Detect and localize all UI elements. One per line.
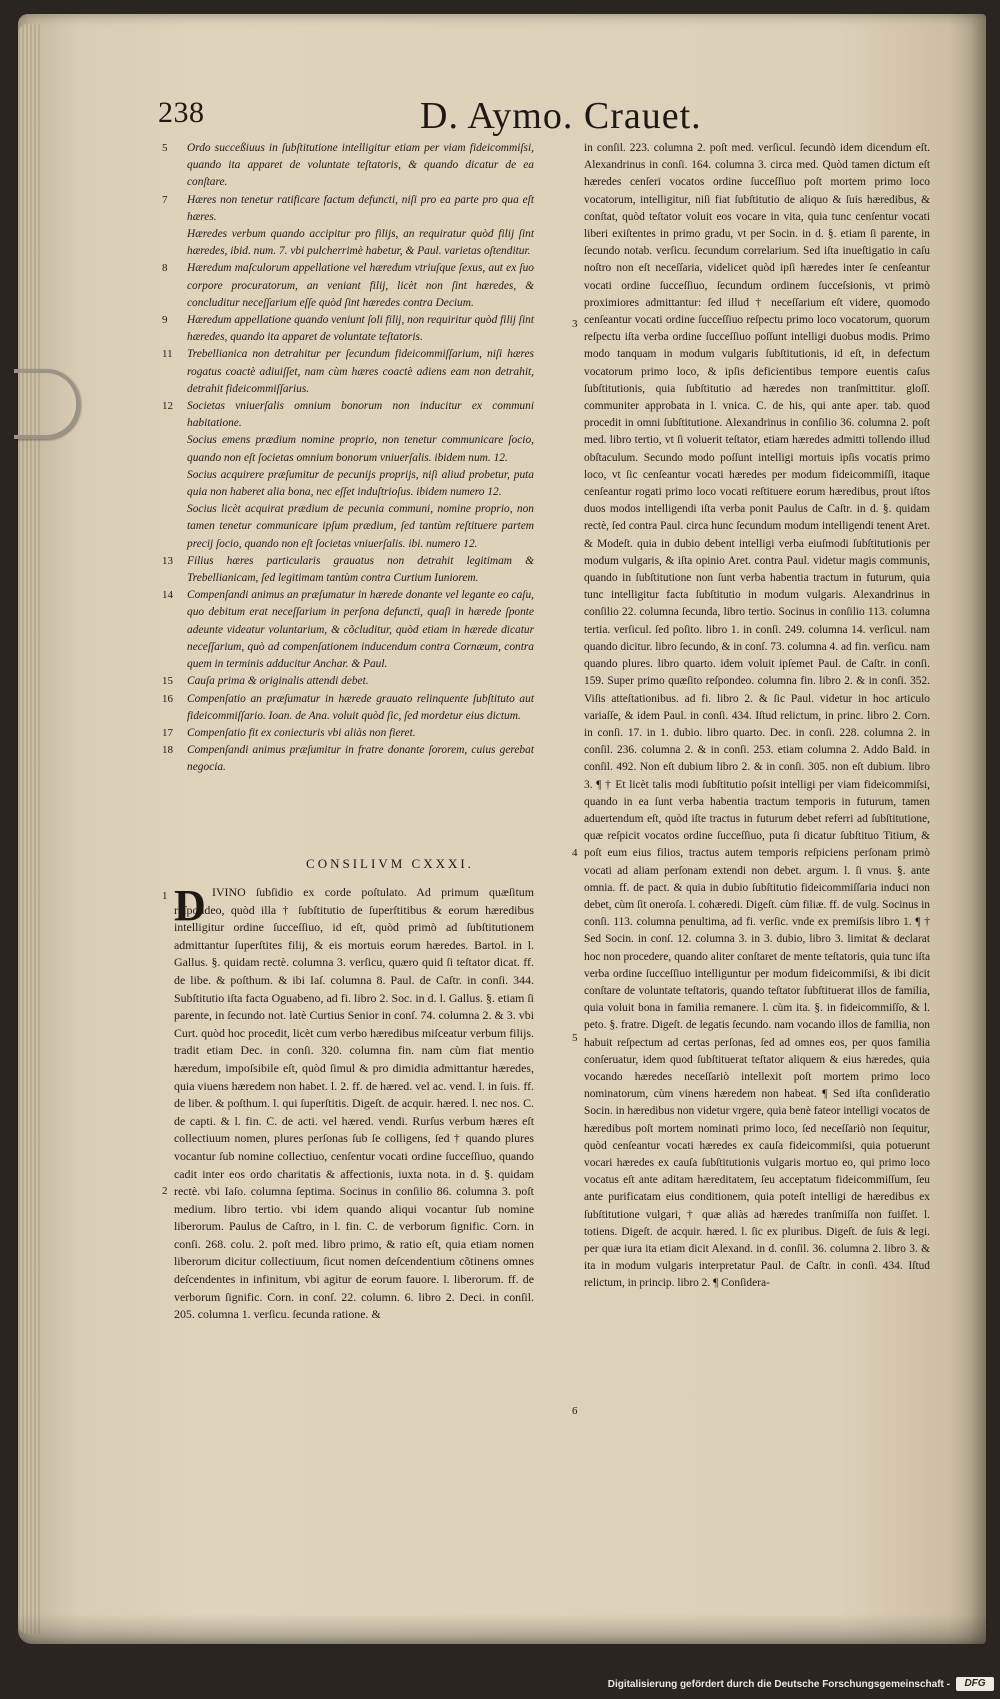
- summary-item-text: Hæredum maſculorum appellatione vel hæredum vtriuſque ſexus, aut ex ſuo corpore procuratorum, an veniant filij, licèt non ſint hæredes, & concluditur neceſſarium eſſe quòd ſint hæredes contra Decium.: [187, 262, 534, 309]
- margin-number: 3: [572, 318, 578, 330]
- summary-item: [162, 312, 534, 346]
- summary-item-number: 17: [162, 726, 173, 739]
- summary-item-number: 13: [162, 554, 173, 567]
- body-paragraph-right: in conſil. 223. columna 2. poſt med. verſicul. ſecundò idem dicendum eſt. Alexandrinus in conſi. 164. columna 3. circa med. Quòd tamen dictum eſt hæredes cenſeri vocatos ordine ſucceſſiuo poſt mortem primo loco vocatorum, intelligitur, niſi fiat ſubſtitutio de aliquo & ſuis hæredibus, & conſtat, quòd teſtator voluit eos vocare in vita, quia tunc cenſentur vocati liberi exiſtentes in primo gradu, vt per Socin. in d. §. etiam ſi parente, in ſecundo notab. verſicu. ſecundum correlarium. Sed iſta inueſtigatio in caſu noſtro non eſt neceſſaria, videlicet quòd ipſi hæredes inter ſe cenſeantur vocati ordine ſucceſſiuo, ſecundum ordinem ſucceſsionis, vt primò proximiores admittantur: ſed illud † neceſſarium eſt videre, quomodo cenſeantur vocati ordine ſucceſſiuo reſpectu primo loco vocatorum, quorum reſpectu iſta verba ordine ſucceſſiuo poſſunt intelligi duobus modis. Primo modo tanquam in modum vulgaris ſubſtitutionis, id eſt, in defectum vocatorum primo loco, & ipſis deficientibus tempore euentis caſus ſubſtitutionis, quia ſubſtitutio ad hæredes non tranſmittitur. gloſſ. communiter approbata in l. vnica. C. de his, qui ante aper. tab. quod procedit in omni ſubſtitutione. Alexandrinus in conſilio 36. columna 2. poſt med. libro tertio, vt ſi voluerit teſtator, etiam hæredes admitti tollendo illud obſtaculum. Secundo modo poſſunt intelligi mortuis ipſis vocatis primo loco, vt ſic cenſeantur vocati hæredes per modum fideicommiſſi, itaque cenſeantur rogati primo loco vocati reſtituere eorum hæredibus, prout iſtos duos modos intelligendi iſta verba ponit Paulus de Caſtr. in d. §. quidam rectè, ſed contra Paul. circa hunc ſecundum modum intelligendi tenent Aret. & Modeſt. quia in dubio debent intelligi verba eiuſmodi ſubſtitutionis per modum vulgaris, & iſta opinio Aret. contra Paul. videtur magis communis, quando in ſubſtitutione non ſunt verba habentia tractum in futurum, quia tunc intelligitur facta ſubſtitutio in modum vulgaris. Alexandrinus in conſilio 22. columna ſecunda, libro tertio. Socinus in conſilio 113. columna tertia. verſicul. ſed poſito. libro 1. in conſi. 249. columna 14. verſicul. nam quando dicitur. libro ſecundo, & in conſ. 73. columna 4. ad fin. verſicu. nam quando plures. libro quarto. idem voluit ipſemet Paul. de Caſtr. in conſi. 159. Super primo quæſito reſpondeo. columna fin. libro 2. & in conſi. 352. Viſis atteſtationibus. ad fi. libro 2. & ſic Paul. videtur in hoc articulo variaſſe, & idem Paul. in conſi. 434. Iſtud relictum, in princ. libro 2. Corn. in conſi. 17. in 1. dubio. libro quarto. Dec. in conſi. 228. columna 2. in conſil. 236. columna 2. & in conſi. 253. etiam columna 2. Addo Bald. in conſil. 492. Non eſt dubium libro 2. & in conſi. 305. non eſt dubium. libro 3. ¶ † Et licèt talis modi ſubſtitutio poſsit intelligi per viam fideicommiſsi, quando in ea ſunt verba habentia tractum temporis in futurum, tamen aduertendum eſt, quòd iſte tractus in futurum debet referri ad ſubſtitutione, quæ reſpicit vocatos ordine ſucceſſiuo, puta ſi dicatur ſubſtituo Titium, & poſt eum eius filios, tractus autem temporis reſpiciens perſonam primò vocati ad aliam perſonam extendi non debet. argum. l. ſi vnus. §. ante omnia. ff. de pact. & quia in dubio ſubſtitutio fideicommiſſaria induci non debet, cùm ſit oneroſa. l. cohæredi. Digeſt. cùm filiæ. ff. de vulg. Socinus in conſi. 113. columna penultima, ad fi. verſic. vnde ex premiſsis libro 1. ¶ † Sed Socin. in conſ. 12. columna 3. in 3. dubio, libro 3. limitat & declarat hoc non procedere, quando aliter conſtaret de mente teſtatoris, quia tunc iſta verba ordine ſucceſſiuo intelliguntur per modum fideicommiſsi, & ibi dicit conſtare de voluntate teſtatoris, quando teſtator ſubſtituerat illos de familia, quia voluit bona in familia remanere. l. cùm ita. §. in fideicommiſſo, & l. peto. §. fratre. Digeſt. de legatis ſecundo. nam vocando illos de familia, non habuit reſpectum ad certas perſonas, ſed ad omnes eos, per quos familia conſeruatur, idem quod ſubſtituerat teſtator aliquem & eius hæredes, quia vocando hæredes neceſſariò intellexit poſt mortem primo loco nominatorum, cùm vinens hæredem non habeat. ¶ Sed iſta conſideratio Socin. in hæredibus non videtur vrgere, quia benè fateor intelligi vocatos de hæredibus poſt mortem nominati primo loco, ſed neceſſariò non ſequitur, quòd cenſeantur vocati hæredes ex cauſa fideicommiſsi, quia potuerunt vocari hæredes ex cauſa ſubſtitutionis vulgaris mortuo eo, qui primo loco vocatus eſt ante aditam hæreditatem, ſeu acceptatum fideicommiſſum, ſeu ante purificatam eius conditionem, quia poteſt intelligi de hæredibus ex ſubſtitutione vulgari, † quæ aliàs ad hæredes tranſmiſſa non fuiſſet. l. totiens. Digeſt. de acquir. hæred. l. ſic ex pluribus. Digeſt. de ſuis & legi. per quæ iura ita etiam dicit Alexand. in d. conſil. 36. columna 2. libro 3. & ita in modum vulgaris interpretatur Paul. de Caſtr. in conſi. 434. Iſtud relictum, in princip. libro 2. ¶ Conſidera-: [584, 142, 930, 1290]
- margin-number: 2: [162, 1185, 168, 1197]
- summary-item: [162, 432, 534, 466]
- summary-item: [162, 260, 534, 312]
- summary-item-number: 11: [162, 348, 173, 361]
- dfg-logo: DFG: [956, 1677, 994, 1691]
- summary-item-text: Socius licèt acquirat prædium de pecunia communi, nomine proprio, non tamen tenetur communicare ipſum prædium, ſed tantùm reſtituere partem precij ſocio, quando non eſt ſocietas vniuerſalis. ibi. numero 12.: [187, 503, 534, 550]
- body-text-right-column: [584, 140, 930, 1293]
- summary-item: [162, 226, 534, 260]
- summary-item-text: Compenſatio fit ex coniecturis vbi aliàs non fieret.: [187, 726, 416, 739]
- summary-item-number: 9: [162, 314, 168, 327]
- summary-item: [162, 192, 534, 226]
- summary-item-text: Compenſandi animus præſumitur in fratre donante ſororem, cuius gerebat negocia.: [187, 744, 534, 774]
- summary-item: [162, 725, 534, 742]
- summary-item-text: Filius hæres particularis grauatus non detrahit legitimam & Trebellianicam, ſed legitimam tantùm contra Curtium Iuniorem.: [187, 554, 534, 585]
- summary-item: [162, 742, 534, 776]
- margin-number: 5: [572, 1032, 578, 1044]
- summary-item-text: Socius emens prædium nomine proprio, non tenetur communicare ſocio, quando non eſt ſocietas omnium bonorum vniuerſalis. ibidem num. 12.: [187, 434, 534, 464]
- page-edge: [18, 24, 40, 1634]
- summary-item: [162, 467, 534, 501]
- summary-item: [162, 501, 534, 553]
- bookmark-ribbon: [14, 369, 80, 439]
- summary-item-text: Compenſandi animus an præſumatur in hærede donante vel legante eo caſu, quo debitum erat neceſſarium in perſona defuncti, quaſi in hærede ſponte adeunte videatur voluntarium, & cõcluditur, quòd etiam in hærede dicatur neceſſarium, quò ad compenſationem inducendum contra Cornæum, contra quem in terminis adducitur Anchar. & Paul.: [187, 589, 534, 671]
- summary-item-number: 16: [162, 692, 173, 705]
- consilium-title: CONSILIVM CXXXI.: [306, 856, 474, 871]
- running-title: D. Aymo. Crauet.: [420, 95, 702, 137]
- summary-item: [162, 140, 534, 192]
- summary-item-number: 8: [162, 262, 168, 275]
- summary-item: [162, 673, 534, 690]
- running-header: [158, 96, 918, 140]
- summary-item-text: Societas vniuerſalis omnium bonorum non inducitur ex communi habitatione.: [187, 400, 534, 430]
- summary-item-text: Cauſa prima & originalis attendi debet.: [187, 675, 369, 688]
- margin-number: 4: [572, 847, 578, 859]
- summary-item-text: Hæredum appellatione quando veniunt ſoli filij, non requiritur quòd filij ſint hæredes, quando ita apparet de voluntate teſtatoris.: [187, 314, 534, 344]
- summary-item-number: 7: [162, 193, 168, 206]
- summary-item: [162, 398, 534, 432]
- summary-item-number: 15: [162, 675, 173, 688]
- body-text-left-column: [174, 881, 534, 1324]
- margin-number: 6: [572, 1405, 578, 1417]
- summary-item-text: Ordo succeßiuus in ſubſtitutione intelligitur etiam per viam fideicommiſsi, quando ita apparet de voluntate teſtatoris, & quando dicatur de ea conſtare.: [187, 142, 534, 189]
- summary-item-number: 5: [162, 142, 168, 154]
- summary-item: [162, 346, 534, 398]
- summary-item-number: 14: [162, 589, 173, 602]
- summary-item-text: Socius acquirere præſumitur de pecunijs proprijs, niſi aliud probetur, puta quia non haberet alia bona, nec eſſet induſtrioſus. ibidem numero 12.: [187, 468, 534, 499]
- summary-item: [162, 587, 534, 673]
- summary-item-number: 18: [162, 744, 173, 757]
- body-paragraph-left: IVINO ſubſidio ex corde poſtulato. Ad primum quæſitum reſpondeo, quòd illa † ſubſtitutio de ſuperſtitibus & eorum hæredibus intelligitur ordine ſucceſſiuo, id eſt, quòd primò ad ſubſtitutionem admittantur ſuperſtites filij, & eis mortuis eorum hæredes. Bartol. in l. Gallus. §. quidam rectè. columna 3. verſicu, quæro quid ſi teſtator dicat. ff. de libe. & poſthum. & ibi Iaſ. columna 8. Paul. de Caſtr. in conſi. 344. Subſtitutio iſta facta Oguabeno, ad fi. libro 2. Soc. in d. l. Gallus. §. etiam ſi parente, in ſecundo not. latè Curtius Senior in conſ. 74. columna 2. & 3. vbi Curt. quòd hoc procedit, licèt cum verbo hæredibus miſceatur verbum filijs. tradit etiam Dec. in conſi. 320. columna fin. nam cùm fiat mentio hæredum, impoſsibile eſt, quòd ſimul & pro dimidia admittantur hæredes, quia viuens hæredem non habet. l. 2. ff. de hæred. vel ac. vend. l. in ſuis. ff. de liber. & poſthum. l. qui ſuperſtitis. Digeſt. de acquir. hæred. l. nec nos. C. de capti. & l. fin. C. de acti. vel hæred. vendi. Rurſus verbum hæres eſt collectiuum nomen, plures perſonas ſub ſe colligens, ſed † quando plures vocantur ſub nomine collectiuo, cenſentur vocati ordine ſucceſſiuo, quando cadit inter eos ordo charitatis & affectionis, iuxta nota. in d. §. quidam rectè. vbi Iaſo. columna ſeptima. Socinus in conſilio 86. columna 3. poſt medium. libro tertio. vbi idem quando aliqui vocantur ſub nomine liberorum. Paulus de Caſtro, in l. fin. C. de verborum ſignific. Corn. in conſi. 268. colu. 2. poſt med. libro primo, & ratio eſt, quia etiam nomen liberorum dicitur collectiuum, ſicut nomen deſcendentium cõtinens omnes deſcendentes in infinitum, vbi agitur de eorum fauore. l. liberorum. ff. de verborum ſignific. Corn. in conſ. 22. column. 6. libro 2. Deci. in conſil. 205. columna 1. verſicu. ſecunda ratione. &: [174, 885, 534, 1322]
- page-number: 238: [158, 96, 205, 129]
- summary-list: [162, 140, 534, 777]
- summary-item-text: Trebellianica non detrahitur per ſecundum fideicommiſſarium, niſi hæres rogatus coactè adiuiſſet, nam cùm hæres coactè adiens eam non detrahit, detrahit fideicommiſſarius.: [187, 348, 534, 395]
- margin-number: 1: [162, 890, 168, 902]
- page-shadow: [18, 1614, 986, 1644]
- summary-item-number: 12: [162, 400, 173, 413]
- summary-item-text: Hæres non tenetur ratificare factum defuncti, niſi pro ea parte pro qua eſt hæres.: [187, 193, 534, 223]
- summary-item: [162, 691, 534, 725]
- summary-item-text: Compenſatio an præſumatur in hærede grauato relinquente ſubſtituto aut fideicommiſſario. Ioan. de Ana. voluit quòd ſic, ſed mordetur eius dictum.: [187, 692, 534, 722]
- summary-item-text: Hæredes verbum quando accipitur pro filijs, an requiratur quòd filij ſint hæredes, ibid. num. 7. vbi pulcherrimè habetur, & Paul. varietas oſtenditur.: [187, 228, 534, 258]
- footer-bar: [0, 1671, 1000, 1699]
- footer-credit: Digitalisierung gefördert durch die Deutsche Forschungsgemeinschaft -: [607, 1679, 950, 1690]
- drop-cap: D: [174, 881, 206, 930]
- summary-item: [162, 553, 534, 587]
